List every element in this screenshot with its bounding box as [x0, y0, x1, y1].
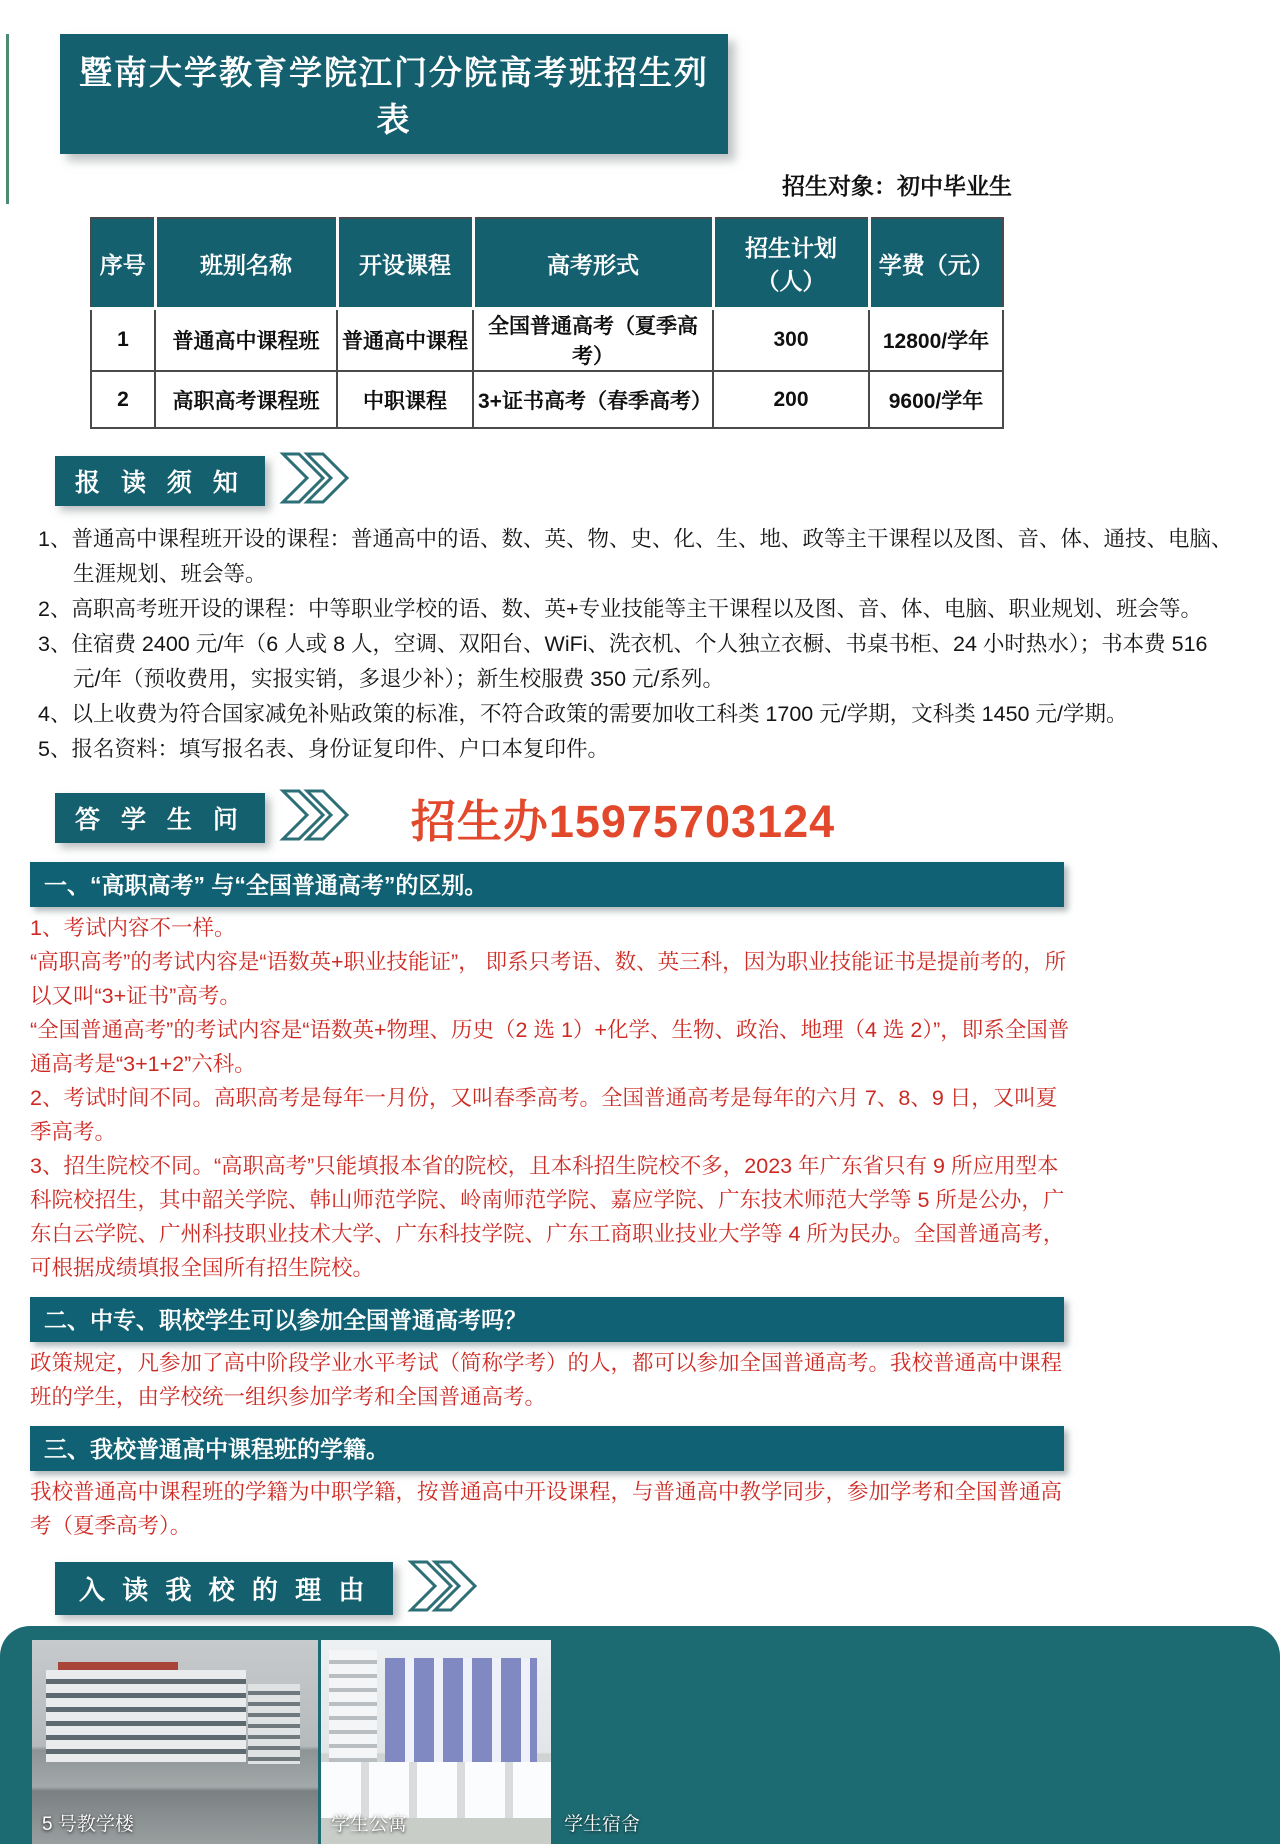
apartment-side-building — [329, 1650, 377, 1770]
qa-section-header — [55, 785, 1280, 850]
cell-seq: 1 — [91, 309, 155, 372]
col-header: 开设课程 — [337, 218, 473, 309]
col-header: 学费（元） — [869, 218, 1003, 309]
qa-header-box: 答 学 生 问 — [55, 793, 265, 843]
enrollment-table — [90, 217, 1004, 429]
cell-fee: 12800/学年 — [869, 309, 1003, 372]
qa-question-bar: 三、我校普通高中课程班的学籍。 — [30, 1426, 1064, 1471]
page-title: 暨南大学教育学院江门分院高考班招生列表 — [60, 34, 728, 154]
notice-header-box: 报 读 须 知 — [55, 456, 265, 506]
photo-caption: 5 号教学楼 — [42, 1814, 134, 1835]
building-facade — [46, 1670, 246, 1762]
notice-section-header — [55, 451, 1280, 510]
chevrons-icon — [279, 451, 353, 510]
chevrons-icon — [407, 1559, 481, 1618]
cell-plan: 200 — [713, 371, 869, 428]
admissions-phone: 招生办15975703124 — [410, 796, 836, 847]
page-left-accent — [6, 34, 9, 204]
cell-class-name: 普通高中课程班 — [155, 309, 337, 372]
photo-student-dormitory — [554, 1640, 832, 1844]
qa-paragraph: “全国普通高考”的考试内容是“语数英+物理、历史（2 选 1）+化学、生物、政治、地理（4 选 2）”，即系全国普通高考是“3+1+2”六科。 — [30, 1018, 1070, 1076]
audience-label: 招生对象：初中毕业生 — [782, 173, 1012, 199]
chevrons-icon — [279, 788, 353, 847]
building-tower — [248, 1684, 300, 1764]
notice-item: 2、高职高考班开设的课程：中等职业学校的语、数、英+专业技能等主干课程以及图、音、体、电脑、职业规划、班会等。 — [38, 597, 1203, 621]
photo-caption: 学生公寓 — [331, 1814, 408, 1835]
qa-paragraph: 政策规定，凡参加了高中阶段学业水平考试（简称学考）的人，都可以参加全国普通高考。我校普通高中课程班的学生，由学校统一组织参加学考和全国普通高考。 — [30, 1351, 1063, 1409]
qa-paragraph: 我校普通高中课程班的学籍为中职学籍，按普通高中开设课程，与普通高中教学同步，参加学考和全国普通高考（夏季高考）。 — [30, 1480, 1063, 1538]
notice-item: 4、以上收费为符合国家减免补贴政策的标准，不符合政策的需要加收工科类 1700 元/学期，文科类 1450 元/学期。 — [38, 702, 1128, 726]
qa-question-bar: 二、中专、职校学生可以参加全国普通高考吗？ — [30, 1297, 1064, 1342]
notice-list — [38, 522, 1240, 767]
photo-student-apartments — [321, 1640, 551, 1844]
cell-fee: 9600/学年 — [869, 371, 1003, 428]
apartment-towers — [385, 1658, 537, 1766]
notice-item: 5、报名资料：填写报名表、身份证复印件、户口本复印件。 — [38, 737, 609, 761]
col-header: 高考形式 — [473, 218, 713, 309]
notice-item: 1、普通高中课程班开设的课程：普通高中的语、数、英、物、史、化、生、地、政等主干课程以及图、音、体、通技、电脑、生涯规划、班会等。 — [38, 527, 1233, 586]
col-header: 招生计划（人） — [713, 218, 869, 309]
cell-exam-form: 全国普通高考（夏季高考） — [473, 309, 713, 372]
photo-caption: 学生宿舍 — [564, 1814, 641, 1835]
photo-teaching-building — [32, 1640, 318, 1844]
notice-item: 3、住宿费 2400 元/年（6 人或 8 人，空调、双阳台、WiFi、洗衣机、个人独立衣橱、书桌书柜、24 小时热水）；书本费 516 元/年（预收费用，实报实销，多退少补）；新生校服费 350 元/系列。 — [38, 632, 1208, 691]
cell-courses: 中职课程 — [337, 371, 473, 428]
col-header: 序号 — [91, 218, 155, 309]
qa-paragraph: 2、考试时间不同。高职高考是每年一月份，又叫春季高考。全国普通高考是每年的六月 7、8、9 日，又叫夏季高考。 — [30, 1086, 1058, 1144]
qa-paragraph: 1、考试内容不一样。 — [30, 916, 236, 940]
qa-paragraph: 3、招生院校不同。“高职高考”只能填报本省的院校，且本科招生院校不多，2023 年广东省只有 9 所应用型本科院校招生，其中韶关学院、韩山师范学院、岭南师范学院、嘉应学院、广东技术师范大学等 5 所是公办，广东白云学院、广州科技职业技术大学、广东科技学院、广东工商职业技业大学等 4 所为民办。全国普通高考，可根据成绩填报全国所有招生院校。 — [30, 1154, 1065, 1280]
cell-exam-form: 3+证书高考（春季高考） — [473, 371, 713, 428]
qa-paragraph: “高职高考”的考试内容是“语数英+职业技能证”， 即系只考语、数、英三科，因为职业技能证书是提前考的，所以又叫“3+证书”高考。 — [30, 950, 1067, 1008]
reasons-header-box: 入 读 我 校 的 理 由 — [55, 1562, 393, 1615]
col-header: 班别名称 — [155, 218, 337, 309]
photo-gallery-panel — [0, 1626, 1280, 1844]
table-header-row — [91, 218, 1003, 309]
qa-question-bar: 一、“高职高考” 与“全国普通高考”的区别。 — [30, 862, 1064, 907]
cell-class-name: 高职高考课程班 — [155, 371, 337, 428]
qa-answer — [30, 1346, 1078, 1414]
qa-answer — [30, 1475, 1078, 1543]
table-row — [91, 371, 1003, 428]
table-row — [91, 309, 1003, 372]
qa-answer — [30, 911, 1078, 1285]
cell-courses: 普通高中课程 — [337, 309, 473, 372]
cell-seq: 2 — [91, 371, 155, 428]
cell-plan: 300 — [713, 309, 869, 372]
reasons-section-header — [55, 1559, 1280, 1618]
